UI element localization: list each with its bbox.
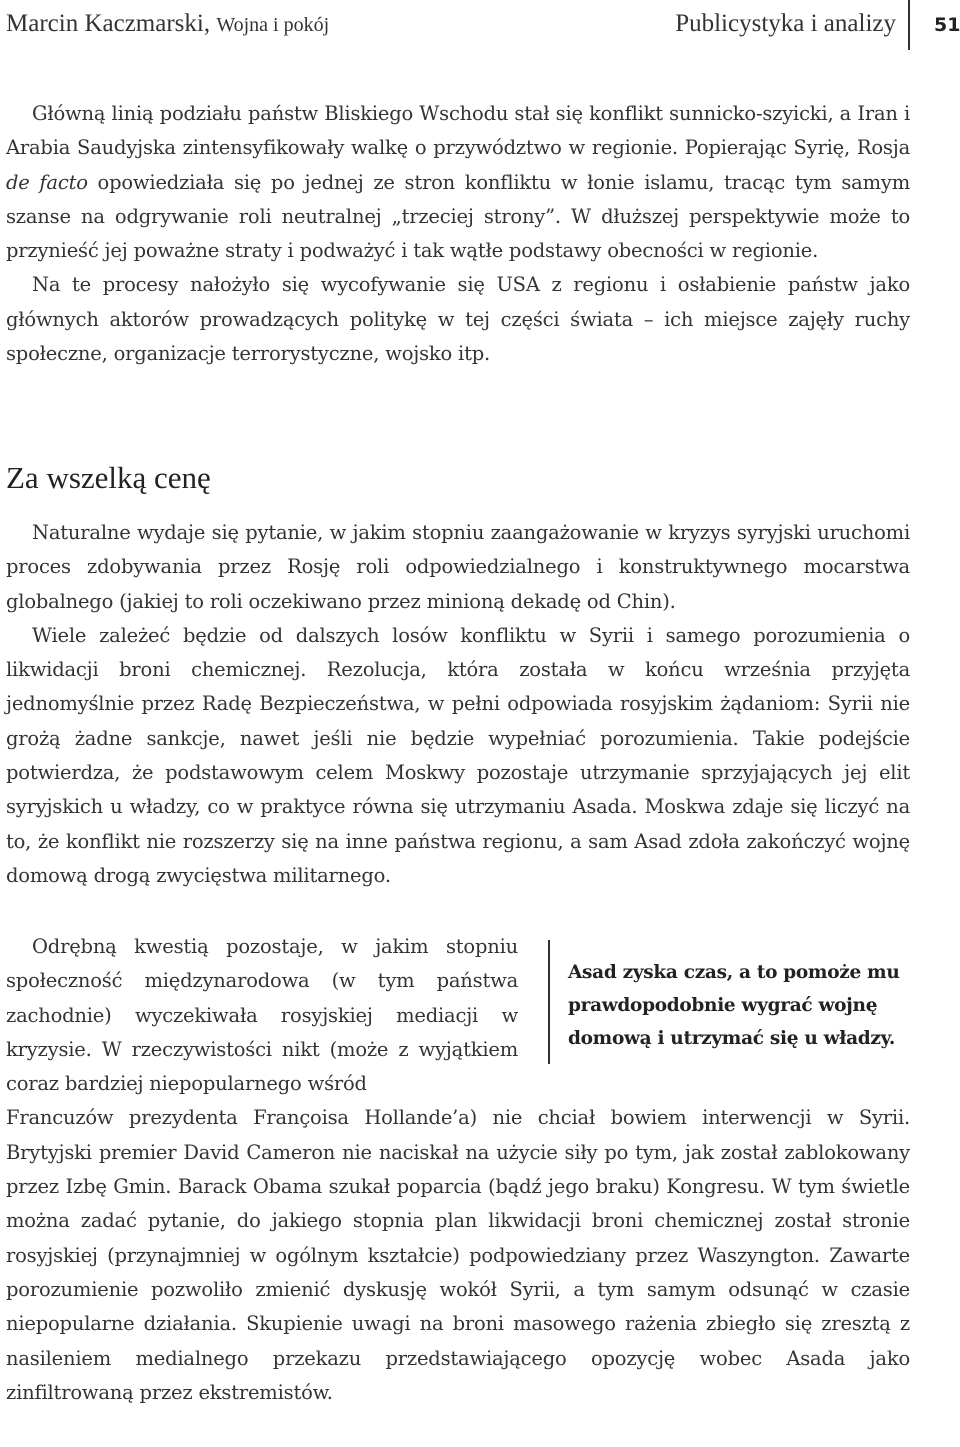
emphasis-text: de facto [6,170,88,194]
paragraph: Wiele zależeć będzie od dalszych losów konfliktu w Syrii i samego porozumienia o likwidacji broni chemicznej. Rezolucja, która została w końcu września przyjęta jednomyślnie przez Radę Bezpieczeństwa, w pełni odpowiada rosyjskim żądaniom: Syrii nie grożą żadne sankcje, nawet jeśli nie będzie wypełniać porozumienia. Takie podejście potwierdza, że podstawowym celem Moskwy pozostaje utrzymanie sprzyjających jej elit syryjskich u władzy, co w praktyce równa się utrzymaniu Asada. Moskwa zdaje się liczyć na to, że konflikt nie rozszerzy się na inne państwa regionu, a sam Asad zdoła zakończyć wojnę domową drogą zwycięstwa militarnego. [6,623,910,887]
section-text [6,516,910,893]
paragraph-text: opowiedziała się po jednej ze stron konfliktu w łonie islamu, tracąc tym samym szanse na odgrywanie roli neutralnej „trzeciej strony”. W dłuższej perspektywie może to przynieść jej poważne straty i podważyć i tak wątłe podstawy obecności w regionie. [6,170,910,263]
pull-quote [548,940,960,1064]
pull-quote-rule [548,940,550,1064]
paragraph [6,97,910,268]
section-name: Publicystyka i analizy [675,10,896,37]
paragraph-text: Główną linią podziału państw Bliskiego Wschodu stał się konflikt sunnicko-szyicki, a Iran i Arabia Saudyjska zintensyfikowały walkę o przywództwo w regionie. Popierając Syrię, Rosja [6,102,910,160]
paragraph-wide-part: Francuzów prezydenta Françoisa Hollande’a) nie chciał bowiem interwencji w Syrii. Brytyjski premier David Cameron nie naciskał na użycie siły po tym, jak został zablokowany przez Izbę Gmin. Barack Obama szukał poparcia (bądź jego braku) Kongresu. W tym świetle można zadać pytanie, do jakiego stopnia plan likwidacji broni chemicznej został stronie rosyjskiej (przynajmniej w ogólnym kształcie) podpowiedziany przez Waszyngton. Zawarte porozumienie pozwoliło zmienić dyskusję wokół Syrii, a tym samym odsunąć w czasie niepopularne działania. Skupienie uwagi na broni masowego rażenia zbiegło się zresztą z nasileniem medialnego przekazu przedstawiającego opozycję wobec Asada jako zinfiltrowaną przez ekstremistów. [6,1106,910,1404]
page-number: 51 [934,14,960,36]
paragraph-narrow-part: Odrębną kwestią pozostaje, w jakim stopniu społeczność międzynarodowa (w tym państwa zachodnie) wyczekiwała rosyjskiej mediacji w kryzysie. W rzeczywistości nikt (może z wyjątkiem coraz bardziej niepopularnego wśród [6,935,518,1096]
paragraph: Naturalne wydaje się pytanie, w jakim stopniu zaangażowanie w kryzys syryjski uruchomi proces zdobywania przez Rosję roli odpowiedzialnego i konstruktywnego mocarstwa globalnego (jakiej to roli oczekiwano przez minioną dekadę od Chin). [6,521,910,613]
intro-text [6,97,910,371]
section-heading: Za wszelką cenę [6,460,211,495]
running-head-left [6,10,329,38]
author-name: Marcin Kaczmarski, [6,10,211,37]
header-divider [908,0,910,50]
pull-quote-text: Asad zyska czas, a to pomoże mu prawdopodobnie wygrać wojnę domową i utrzymać się u władzy. [568,962,900,1049]
page-header [0,0,960,50]
paragraph: Na te procesy nałożyło się wycofywanie się USA z regionu i osłabienie państw jako głównych aktorów prowadzących politykę w tej części świata – ich miejsce zajęły ruchy społeczne, organizacje terrorystyczne, wojsko itp. [6,273,910,366]
article-title: Wojna i pokój [216,14,330,36]
